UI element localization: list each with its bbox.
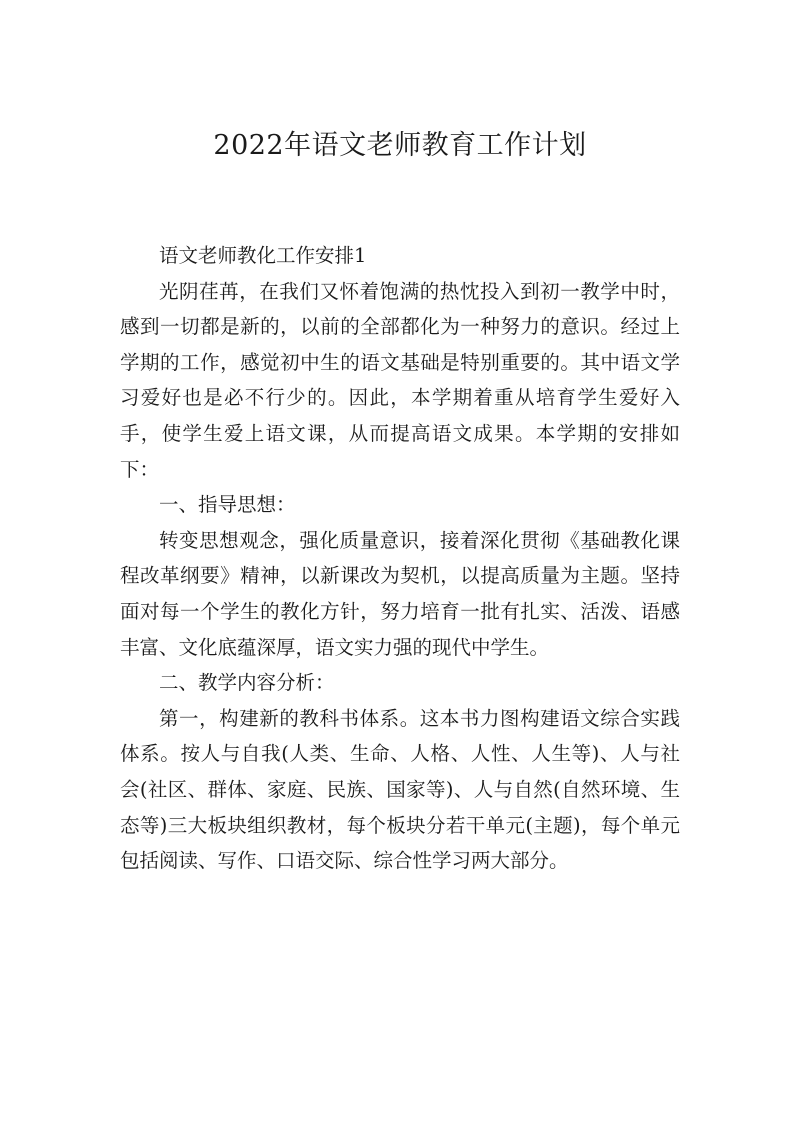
page-title: 2022年语文老师教育工作计划 bbox=[213, 130, 587, 161]
paragraph-guiding-ideas: 转变思想观念，强化质量意识，接着深化贯彻《基础教化课程改革纲要》精神，以新课改为契机，以提高质量为主题。坚持面对每一个学生的教化方针，努力培育一批有扎实、活泼、语感丰富、文化底蕴深厚，语文实力强的现代中学生。 bbox=[120, 528, 680, 659]
paragraph-content-analysis: 第一，构建新的教科书体系。这本书力图构建语文综合实践体系。按人与自我(人类、生命、人格、人性、人生等)、人与社会(社区、群体、家庭、民族、国家等)、人与自然(自然环境、生态等)三大板块组织教材，每个板块分若干单元(主题)，每个单元包括阅读、写作、口语交际、综合性学习两大部分。 bbox=[120, 706, 680, 873]
section-heading-content-analysis: 二、教学内容分析： bbox=[159, 671, 335, 695]
section-heading-plan: 语文老师教化工作安排1 bbox=[159, 244, 367, 267]
document-body bbox=[120, 238, 680, 879]
section-heading-guiding-ideas: 一、指导思想： bbox=[159, 493, 296, 517]
paragraph-intro: 光阴荏苒，在我们又怀着饱满的热忱投入到初一教学中时，感到一切都是新的，以前的全部都化为一种努力的意识。经过上学期的工作，感觉初中生的语文基础是特别重要的。其中语文学习爱好也是必不行少的。因此，本学期着重从培育学生爱好入手，使学生爱上语文课，从而提高语文成果。本学期的安排如下： bbox=[120, 279, 680, 481]
